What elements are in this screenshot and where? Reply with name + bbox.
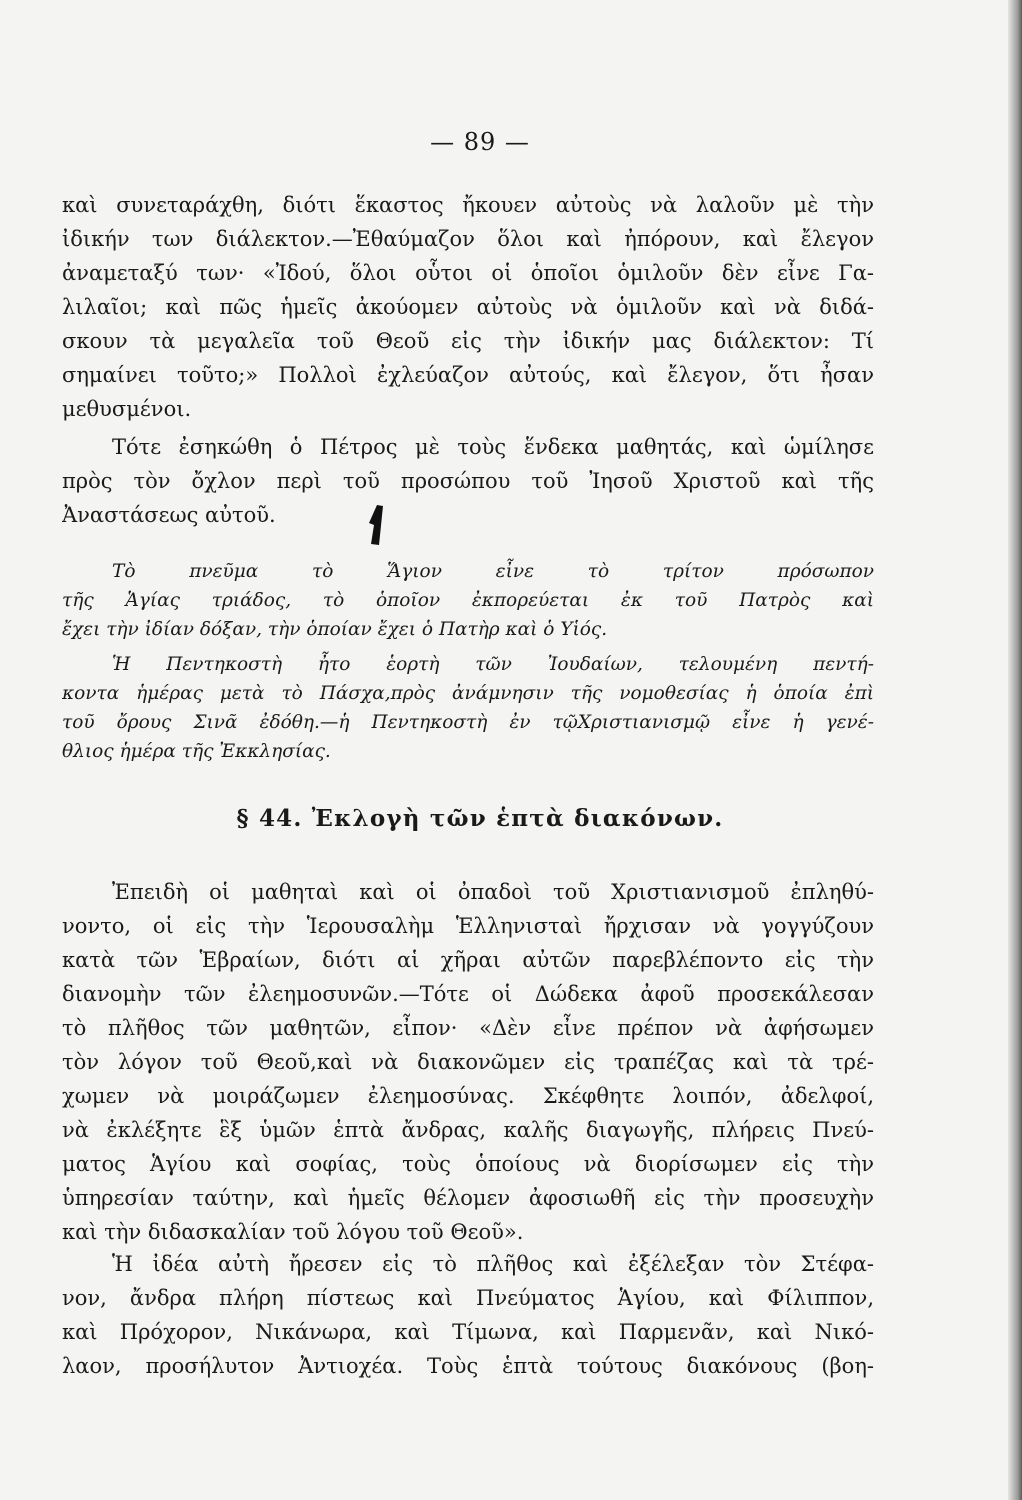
paragraph-3: [62, 875, 874, 1249]
text-line: σκουν τὰ μεγαλεῖα τοῦ Θεοῦ εἰς τὴν ἰδικήν μας διάλεκτον: Τί: [62, 329, 874, 353]
text-line: τὸν λόγον τοῦ Θεοῦ,καὶ νὰ διακονῶμεν εἰς τραπέζας καὶ τὰ τρέ-: [62, 1050, 874, 1074]
text-line: ἰδικήν των διάλεκτον.—Ἐθαύμαζον ὅλοι καὶ ἠπόρουν, καὶ ἔλεγον: [62, 227, 874, 251]
text-line: ὑπηρεσίαν ταύτην, καὶ ἡμεῖς θέλομεν ἀφοσιωθῆ εἰς τὴν προσευχὴν: [62, 1186, 874, 1210]
page-number: — 89 —: [430, 128, 530, 156]
paragraph-1: [62, 188, 874, 426]
text-line: χωμεν νὰ μοιράζωμεν ἐλεημοσύνας. Σκέφθητε λοιπόν, ἀδελφοί,: [62, 1084, 874, 1108]
footnote-line: Ἡ Πεντηκοστὴ ἦτο ἑορτὴ τῶν Ἰουδαίων, τελουμένη πεντή-: [112, 654, 874, 675]
section-heading: § 44. Ἐκλογὴ τῶν ἑπτὰ διακόνων.: [236, 805, 724, 832]
text-line: λαον, προσήλυτον Ἀντιοχέα. Τοὺς ἑπτὰ τούτους διακόνους (βοη-: [62, 1354, 874, 1378]
text-line: καὶ τὴν διδασκαλίαν τοῦ λόγου τοῦ Θεοῦ».: [62, 1220, 524, 1244]
footnote-line: κοντα ἡμέρας μετὰ τὸ Πάσχα,πρὸς ἀνάμνησιν τῆς νομοθεσίας ἡ ὁποία ἐπὶ: [62, 683, 874, 704]
footnote-2: [62, 650, 874, 766]
text-line: ἀναμεταξύ των· «Ἰδού, ὅλοι οὗτοι οἱ ὁποῖοι ὁμιλοῦν δὲν εἶνε Γα-: [62, 261, 874, 285]
footnote-line: τοῦ ὄρους Σινᾶ ἐδόθη.—ἡ Πεντηκοστὴ ἐν τῷΧριστιανισμῷ εἶνε ἡ γενέ-: [62, 712, 874, 733]
text-line: Ἐπειδὴ οἱ μαθηταὶ καὶ οἱ ὀπαδοὶ τοῦ Χριστιανισμοῦ ἐπληθύ-: [112, 880, 874, 904]
text-line: Ἀναστάσεως αὐτοῦ.: [62, 503, 276, 527]
text-line: νὰ ἐκλέξητε ἓξ ὑμῶν ἑπτὰ ἄνδρας, καλῆς διαγωγῆς, πλήρεις Πνεύ-: [62, 1118, 874, 1142]
text-line: λιλαῖοι; καὶ πῶς ἡμεῖς ἀκούομεν αὐτοὺς νὰ ὁμιλοῦν καὶ νὰ διδά-: [62, 295, 874, 319]
footnote-1: [62, 557, 874, 644]
text-line: καὶ Πρόχορον, Νικάνωρα, καὶ Τίμωνα, καὶ Παρμενᾶν, καὶ Νικό-: [62, 1320, 874, 1344]
footnote-line: ἔχει τὴν ἰδίαν δόξαν, τὴν ὁποίαν ἔχει ὁ Πατὴρ καὶ ὁ Υἱός.: [62, 619, 608, 640]
text-line: ματος Ἁγίου καὶ σοφίας, τοὺς ὁποίους νὰ διορίσωμεν εἰς τὴν: [62, 1152, 874, 1176]
text-line: διανομὴν τῶν ἐλεημοσυνῶν.—Τότε οἱ Δώδεκα ἀφοῦ προσεκάλεσαν: [62, 982, 874, 1006]
paragraph-4: [62, 1247, 874, 1383]
ink-mark-icon: [368, 505, 384, 545]
text-line: κατὰ τῶν Ἑβραίων, διότι αἱ χῆραι αὐτῶν παρεβλέποντο εἰς τὴν: [62, 948, 874, 972]
paragraph-2: [62, 430, 874, 532]
text-line: Τότε ἐσηκώθη ὁ Πέτρος μὲ τοὺς ἕνδεκα μαθητάς, καὶ ὡμίλησε: [112, 435, 874, 459]
text-line: νοντο, οἱ εἰς τὴν Ἱερουσαλὴμ Ἑλληνισταὶ ἤρχισαν νὰ γογγύζουν: [62, 914, 874, 938]
page-edge-shadow: [1008, 0, 1022, 1500]
footnote-line: Τὸ πνεῦμα τὸ Ἅγιον εἶνε τὸ τρίτον πρόσωπον: [112, 561, 874, 582]
text-line: καὶ συνεταράχθη, διότι ἕκαστος ἤκουεν αὐτοὺς νὰ λαλοῦν μὲ τὴν: [62, 193, 874, 217]
footnote-line: τῆς Ἁγίας τριάδος, τὸ ὁποῖον ἐκπορεύεται ἐκ τοῦ Πατρὸς καὶ: [62, 590, 874, 611]
text-line: τὸ πλῆθος τῶν μαθητῶν, εἶπον· «Δὲν εἶνε πρέπον νὰ ἀφήσωμεν: [62, 1016, 874, 1040]
text-line: νον, ἄνδρα πλήρη πίστεως καὶ Πνεύματος Ἁγίου, καὶ Φίλιππον,: [62, 1286, 874, 1310]
footnote-line: θλιος ἡμέρα τῆς Ἐκκλησίας.: [62, 741, 331, 762]
text-line: μεθυσμένοι.: [62, 397, 192, 421]
text-line: Ἡ ἰδέα αὐτὴ ἤρεσεν εἰς τὸ πλῆθος καὶ ἐξέλεξαν τὸν Στέφα-: [112, 1252, 874, 1276]
text-line: πρὸς τὸν ὄχλον περὶ τοῦ προσώπου τοῦ Ἰησοῦ Χριστοῦ καὶ τῆς: [62, 469, 874, 493]
text-line: σημαίνει τοῦτο;» Πολλοὶ ἐχλεύαζον αὐτούς, καὶ ἔλεγον, ὅτι ἦσαν: [62, 363, 874, 387]
